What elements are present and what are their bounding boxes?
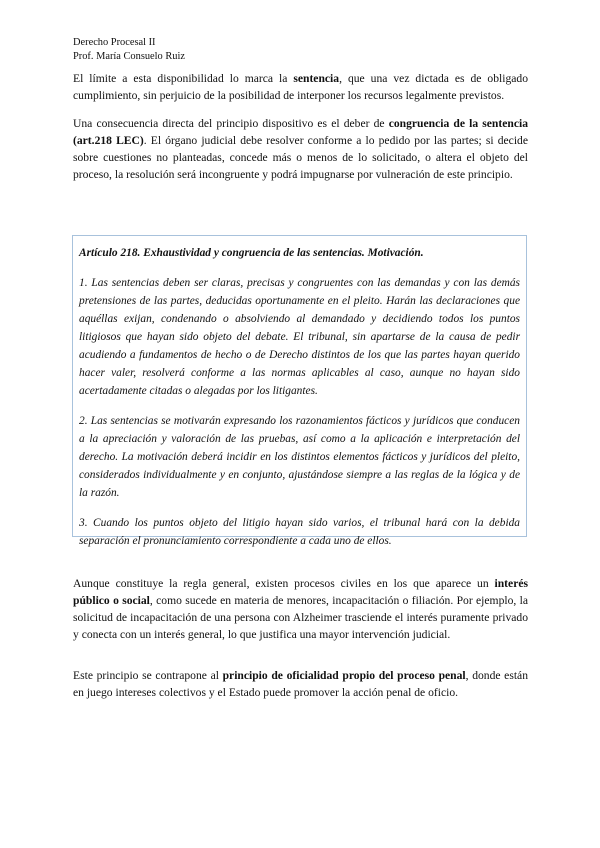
p2-text-1: Una consecuencia directa del principio dispositivo es el deber de [73,117,389,130]
p4-bold-oficialidad: principio de oficialidad propio del proceso penal [222,669,466,682]
article-218-item-2: 2. Las sentencias se motivarán expresando los razonamientos fácticos y jurídicos que conducen a la apreciación y valoración de las pruebas, así como a la aplicación e interpretación del derecho. La motivación deberá incidir en los distintos elementos fácticos y jurídicos del pleito, considerados individualmente y en conjunto, ajustándose siempre a las reglas de la lógica y de la razón. [79,415,520,499]
document-header [73,36,185,64]
article-218-item-3: 3. Cuando los puntos objeto del litigio hayan sido varios, el tribunal hará con la debida separación el pronunciamiento correspondiente a cada uno de ellos. [79,517,520,547]
p2-text-2: . El órgano judicial debe resolver conforme a lo pedido por las partes; si decide sobre cuestiones no planteadas, concede más o menos de lo solicitado, o altera el objeto del proceso, la resolución será incongruente y podrá impugnarse por vulneración de este principio. [73,134,528,181]
article-218-box [72,235,527,547]
course-title: Derecho Procesal II [73,37,156,48]
p3-text-1: Aunque constituye la regla general, existen procesos civiles en los que aparece un [73,577,495,590]
paragraph-oficialidad [73,667,528,701]
article-218-item-1: 1. Las sentencias deben ser claras, precisas y congruentes con las demandas y con las demás pretensiones de las partes, deducidas oportunamente en el pleito. Harán las declaraciones que aquéllas exijan, condenando o absolviendo al demandado y decidiendo todos los puntos litigiosos que hayan sido objeto del debate. El tribunal, sin apartarse de la causa de pedir acudiendo a fundamentos de hecho o de Derecho distintos de los que las partes hayan querido hacer valer, resolverá conforme a las normas aplicables al caso, aunque no hayan sido acertadamente citadas o alegadas por los litigantes. [79,277,520,397]
paragraph-interes-publico [73,575,528,643]
p1-bold-sentencia: sentencia [293,72,340,85]
p2-bold-congruencia: congruencia de la sentencia (art.218 LEC) [73,117,529,147]
p1-text-1: El límite a esta disponibilidad lo marca la [73,72,294,85]
article-218-title: Artículo 218. Exhaustividad y congruencia de las sentencias. Motivación. [79,247,424,259]
p4-text-1: Este principio se contrapone al [73,669,223,682]
paragraph-sentencia [73,70,528,104]
professor-name: Prof. María Consuelo Ruiz [73,51,185,62]
p3-bold-interes: interés público o social [73,577,528,607]
p4-text-2: , donde están en juego intereses colectivos y el Estado puede promover la acción penal de oficio. [73,669,529,699]
paragraph-congruencia [73,115,528,183]
p1-text-2: , que una vez dictada es de obligado cumplimiento, sin perjuicio de la posibilidad de interponer los recursos legalmente previstos. [73,72,528,102]
p3-text-2: , como sucede en materia de menores, incapacitación o filiación. Por ejemplo, la solicitud de incapacitación de una persona con Alzheimer trasciende el interés puramente privado y conecta con un interés general, lo que justifica una mayor intervención judicial. [73,594,528,641]
